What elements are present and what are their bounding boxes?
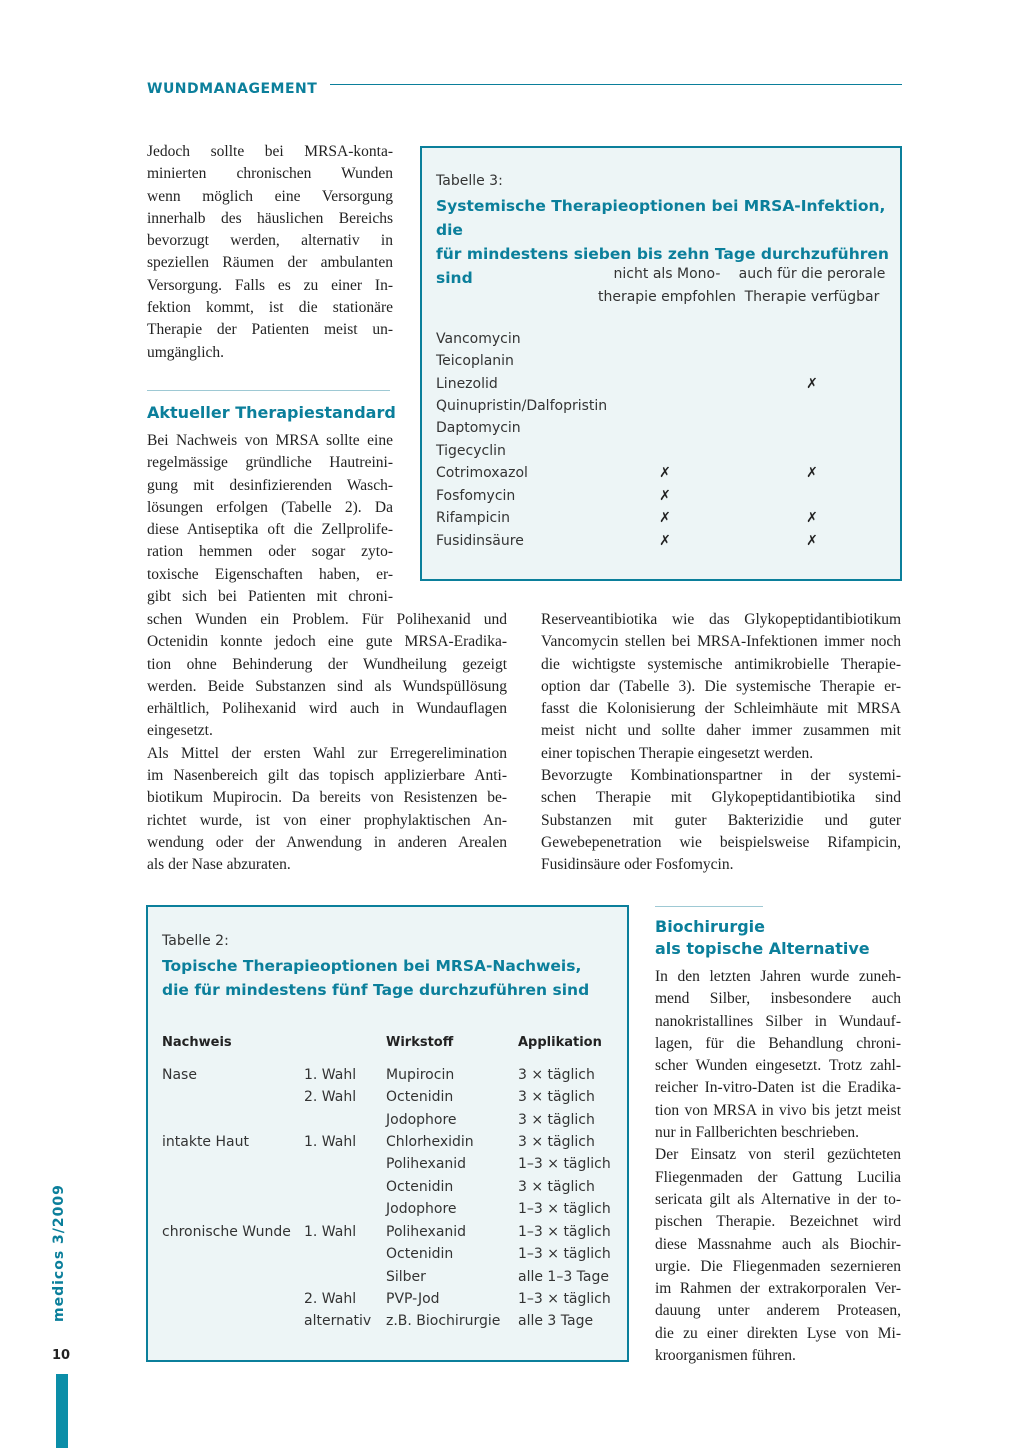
body-line: Als Mittel der ersten Wahl zur Erregerelimination [147, 744, 507, 762]
table3-col-header-line: therapie empfohlen [597, 289, 737, 305]
body-line: nur in Fallberichten beschrieben. [655, 1124, 860, 1142]
body-line: diese Antiseptika oft die Zellprolife- [147, 521, 393, 539]
section1-left-paragraph [147, 609, 507, 877]
table2-choice: 2. Wahl [304, 1291, 357, 1307]
section-heading-line: als topische Alternative [655, 939, 870, 958]
table3-drug-name: Rifampicin [436, 510, 510, 526]
body-line: Fusidinsäure oder Fosfomycin. [541, 856, 734, 874]
body-line: die zu einer direkten Lyse von Mi- [655, 1324, 901, 1342]
intro-paragraph [147, 141, 393, 364]
intro-line: umgänglich. [147, 343, 225, 361]
table3-title-line: Systemische Therapieoptionen bei MRSA-Infektion, die [436, 197, 886, 239]
table2-dose: 1–3 × täglich [518, 1224, 611, 1240]
table2-choice: 1. Wahl [304, 1067, 357, 1083]
body-line: scher Wunden eingesetzt. Trotz zahl- [655, 1057, 901, 1075]
body-line: Octenidin konnte jedoch eine gute MRSA-Eradika- [147, 633, 507, 651]
intro-line: wenn möglich eine Versorgung [147, 187, 393, 205]
body-line: pischen Therapie. Bezeichnet wird [655, 1213, 901, 1231]
table3-mono-mark: ✗ [659, 488, 671, 504]
table2-agent: Chlorhexidin [386, 1134, 474, 1150]
body-line: nanokristallines Silber in Wundauf- [655, 1012, 901, 1030]
table2-agent: Jodophore [386, 1201, 457, 1217]
body-line: biotikum Mupirocin. Da bereits von Resistenzen be- [147, 789, 507, 807]
table2-dose: 3 × täglich [518, 1089, 595, 1105]
table2-header-nachweis: Nachweis [162, 1035, 232, 1050]
table2-site: intakte Haut [162, 1134, 249, 1150]
intro-line: fektion kommt, ist die stationäre [147, 299, 393, 317]
intro-line: innerhalb des häuslichen Bereichs [147, 209, 393, 227]
table3-title-line: für mindestens sieben bis zehn Tage durchzuführen sind [436, 245, 889, 287]
table2-agent: Jodophore [386, 1112, 457, 1128]
table3-drug-name: Vancomycin [436, 331, 521, 347]
table3-drug-name: Cotrimoxazol [436, 465, 528, 481]
page-edge-bar [56, 1374, 68, 1448]
intro-line: Therapie der Patienten meist un- [147, 321, 393, 339]
table3-oral-mark: ✗ [806, 533, 818, 549]
table2-dose: 1–3 × täglich [518, 1291, 611, 1307]
body-line: meist nicht und sollte daher immer zusammen mit [541, 722, 901, 740]
body-line: Gewebepenetration wie beispielsweise Rifampicin, [541, 833, 901, 851]
table3-drug-name: Daptomycin [436, 420, 521, 436]
body-line: gung mit desinfizierenden Wasch- [147, 476, 393, 494]
table2-box [146, 905, 629, 1362]
body-line: option dar (Tabelle 3). Die systemische Therapie er- [541, 677, 901, 695]
body-line: urgie. Die Fliegenmaden sezernieren [655, 1257, 901, 1275]
body-line: In den letzten Jahren wurde zuneh- [655, 968, 901, 985]
body-line: schen Wunden ein Problem. Für Polihexanid und [147, 611, 507, 628]
table3-oral-mark: ✗ [806, 376, 818, 392]
table2-title [162, 954, 622, 1002]
table3-drug-name: Quinupristin/Dalfopristin [436, 398, 608, 414]
intro-line: speziellen Räumen der ambulanten [147, 254, 393, 272]
body-line: im Rahmen der extrakorporalen Ver- [655, 1280, 901, 1298]
table2-choice: 2. Wahl [304, 1089, 357, 1105]
body-line: lösungen erfolgen (Tabelle 2). Da [147, 498, 393, 516]
body-line: einer topischen Therapie eingesetzt werden. [541, 744, 814, 762]
section-heading [655, 916, 870, 960]
table2-header-wirkstoff: Wirkstoff [386, 1035, 454, 1050]
intro-line: Versorgung. Falls es zu einer In- [147, 276, 393, 294]
page-number: 10 [52, 1348, 71, 1363]
body-line: diese Massnahme auch als Biochir- [655, 1235, 901, 1253]
body-line: Substanzen mit guter Bakterizidie und guter [541, 811, 901, 829]
body-line: als der Nase abzuraten. [147, 856, 291, 874]
table3-drug-name: Fosfomycin [436, 488, 516, 504]
table3-oral-mark: ✗ [806, 510, 818, 526]
table3-drug-name: Linezolid [436, 376, 498, 392]
table2-agent: Polihexanid [386, 1224, 467, 1240]
body-line: sericata gilt als Alternative in der to- [655, 1190, 901, 1208]
section-header: WUNDMANAGEMENT [147, 81, 318, 97]
body-line: Bei Nachweis von MRSA sollte eine [147, 432, 393, 449]
body-line: tion ohne Behinderung der Wundheilung gezeigt [147, 655, 507, 673]
table2-agent: Polihexanid [386, 1156, 467, 1172]
section1-right-paragraph [541, 609, 901, 877]
body-line: erhältlich, Polihexanid wird auch in Wundauflagen [147, 700, 507, 718]
table2-dose: 1–3 × täglich [518, 1246, 611, 1262]
body-line: wendung oder der Anwendung in anderen Arealen [147, 833, 507, 851]
table2-agent: Silber [386, 1269, 426, 1285]
table3-mono-mark: ✗ [659, 510, 671, 526]
table2-dose: 3 × täglich [518, 1134, 595, 1150]
body-line: im Nasenbereich gilt das topisch applizierbare Anti- [147, 767, 507, 785]
table2-site: Nase [162, 1067, 197, 1083]
body-line: Bevorzugte Kombinationspartner in der systemi- [541, 767, 901, 785]
table2-agent: PVP-Jod [386, 1291, 440, 1307]
body-line: reicher In-vitro-Daten ist die Eradika- [655, 1079, 901, 1097]
body-line: mend Silber, insbesondere auch [655, 990, 901, 1008]
body-line: die wichtigste systemische antimikrobielle Therapie- [541, 655, 901, 673]
table3-oral-mark: ✗ [806, 465, 818, 481]
table2-dose: alle 3 Tage [518, 1313, 594, 1329]
section-divider [655, 906, 763, 907]
section-divider [147, 390, 390, 391]
body-line: Reserveantibiotika wie das Glykopeptidantibiotikum [541, 611, 901, 628]
body-line: kroorganismen führen. [655, 1347, 796, 1365]
table2-header-applikation: Applikation [518, 1035, 602, 1050]
section2-paragraph [655, 966, 901, 1367]
body-line: toxische Eigenschaften haben, er- [147, 565, 393, 583]
table2-dose: alle 1–3 Tage [518, 1269, 609, 1285]
body-line: Fliegenmaden der Gattung Lucilia [655, 1168, 901, 1186]
table2-agent: Octenidin [386, 1179, 454, 1195]
table3-box [420, 146, 902, 581]
table2-choice: 1. Wahl [304, 1134, 357, 1150]
body-line: tion von MRSA in vivo bis jetzt meist [655, 1101, 901, 1119]
table3-mono-mark: ✗ [659, 533, 671, 549]
table3-col-oral-header [734, 263, 890, 309]
table3-col-header-line: auch für die perorale [738, 266, 886, 282]
body-line: Der Einsatz von steril gezüchteten [655, 1146, 901, 1164]
body-line: eingesetzt. [147, 722, 213, 740]
table3-drug-name: Tigecyclin [436, 443, 506, 459]
table2-agent: Octenidin [386, 1089, 454, 1105]
table2-title-line: Topische Therapieoptionen bei MRSA-Nachweis, [162, 957, 582, 975]
table3-col-header-line: Therapie verfügbar [744, 289, 880, 305]
table2-label: Tabelle 2: [162, 933, 229, 949]
section-heading-line: Biochirurgie [655, 917, 765, 936]
body-line: lagen, für die Behandlung chroni- [655, 1034, 901, 1052]
header-rule [330, 84, 902, 85]
body-line: Vancomycin stellen bei MRSA-Infektionen immer noch [541, 633, 901, 651]
body-line: richtet wurde, ist von einer prophylaktischen An- [147, 811, 507, 829]
body-line: dauung unter anderem Proteasen, [655, 1302, 901, 1320]
table2-dose: 1–3 × täglich [518, 1201, 611, 1217]
body-line: regelmässige gründliche Hautreini- [147, 454, 393, 472]
journal-issue-label: medicos 3/2009 [51, 1184, 67, 1322]
intro-line: bevorzugt werden, alternativ in [147, 232, 393, 250]
table2-choice: alternativ [304, 1313, 372, 1329]
table2-title-line: die für mindestens fünf Tage durchzuführen sind [162, 981, 590, 999]
table2-dose: 3 × täglich [518, 1179, 595, 1195]
table3-col-mono-header [594, 263, 740, 309]
body-line: fasst die Kolonisierung der Schleimhäute mit MRSA [541, 700, 901, 718]
table2-dose: 3 × täglich [518, 1067, 595, 1083]
intro-line: Jedoch sollte bei MRSA-konta- [147, 143, 393, 160]
table2-choice: 1. Wahl [304, 1224, 357, 1240]
table3-mono-mark: ✗ [659, 465, 671, 481]
table2-dose: 3 × täglich [518, 1112, 595, 1128]
body-line: werden. Beide Substanzen sind als Wundspüllösung [147, 677, 507, 695]
body-line: schen Therapie mit Glykopeptidantibiotika sind [541, 789, 901, 807]
section1-narrow-paragraph [147, 430, 393, 608]
body-line: gibt sich bei Patienten mit chroni- [147, 588, 393, 606]
table2-agent: z.B. Biochirurgie [386, 1313, 501, 1329]
intro-line: minierten chronischen Wunden [147, 165, 393, 183]
table3-col-header-line: nicht als Mono- [613, 266, 721, 282]
table2-agent: Mupirocin [386, 1067, 455, 1083]
table3-drug-name: Teicoplanin [436, 353, 514, 369]
table3-label: Tabelle 3: [436, 173, 503, 189]
body-line: ration hemmen oder sogar zyto- [147, 543, 393, 561]
section-heading: Aktueller Therapiestandard [147, 403, 396, 422]
table2-dose: 1–3 × täglich [518, 1156, 611, 1172]
table2-site: chronische Wunde [162, 1224, 291, 1240]
table3-drug-name: Fusidinsäure [436, 533, 524, 549]
table2-agent: Octenidin [386, 1246, 454, 1262]
